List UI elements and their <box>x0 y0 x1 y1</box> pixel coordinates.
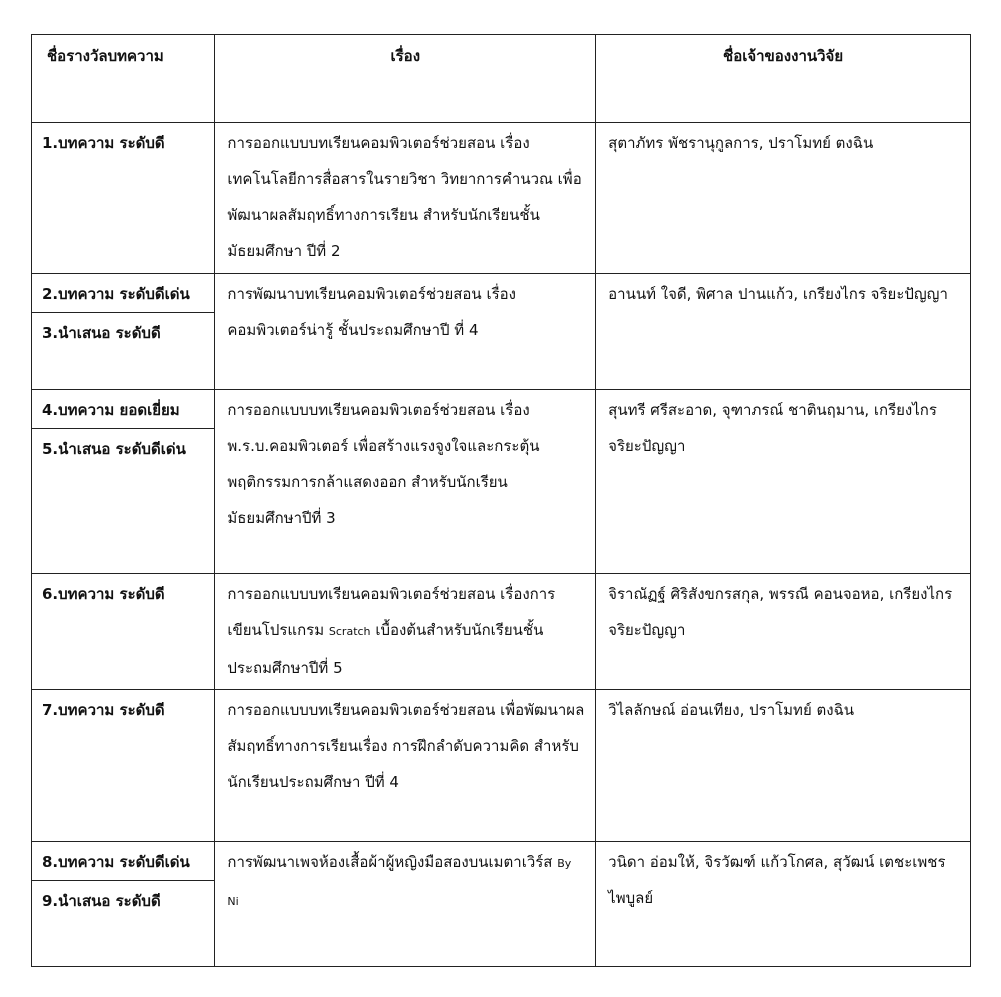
research-title: การพัฒนาบทเรียนคอมพิวเตอร์ช่วยสอน เรื่องคอมพิวเตอร์น่ารู้ ชั้นประถมศึกษาปี ที่ 4 <box>227 285 516 339</box>
research-authors: สุนทรี ศรีสะอาด, จุฑาภรณ์ ชาตินฤมาน, เกรียงไกร จริยะปัญญา <box>608 401 937 455</box>
authors-cell <box>596 842 971 967</box>
research-authors: วิไลลักษณ์ อ่อนเทียง, ปราโมทย์ ตงฉิน <box>608 701 855 719</box>
authors-cell <box>596 690 971 842</box>
table-row <box>32 390 971 574</box>
title-cell <box>215 390 596 574</box>
award-cell <box>32 690 215 842</box>
research-title <box>215 574 595 686</box>
title-text: เบื้องต้นสำหรับนักเรียนชั้นประถมศึกษาปีที่ 5 <box>227 621 544 677</box>
award-cell <box>32 574 215 690</box>
award-label: 2.บทความ ระดับดีเด่น <box>42 285 190 303</box>
table-row <box>32 123 971 274</box>
award-cell <box>32 842 215 967</box>
award-label: 4.บทความ ยอดเยี่ยม <box>42 401 180 419</box>
authors-cell <box>596 390 971 574</box>
award-label: 1.บทความ ระดับดี <box>42 134 165 152</box>
award-cell <box>32 390 215 574</box>
research-title: การออกแบบบทเรียนคอมพิวเตอร์ช่วยสอน เรื่องเทคโนโลยีการสื่อสารในรายวิชา วิทยาการคำนวณ เพื่อพัฒนาผลสัมฤทธิ์ทางการเรียน สำหรับนักเรียนชั้นมัธยมศึกษา ปีที่ 2 <box>227 134 582 260</box>
research-authors: อานนท์ ใจดี, พิศาล ปานแก้ว, เกรียงไกร จริยะปัญญา <box>608 285 948 303</box>
title-software-name: Scratch <box>328 625 371 638</box>
award-label: 3.นำเสนอ ระดับดี <box>32 312 214 351</box>
title-text: การพัฒนาเพจห้องเสื้อผ้าผู้หญิงมือสองบนเมตาเวิร์ส <box>227 853 558 871</box>
header-row <box>32 35 971 123</box>
authors-cell <box>596 574 971 690</box>
research-authors: วนิดา อ่อมให้, จิรวัฒฑ์ แก้วโกศล, สุวัฒน์ เตชะเพชรไพบูลย์ <box>608 853 946 907</box>
authors-cell <box>596 274 971 390</box>
table-row <box>32 274 971 390</box>
table-row <box>32 842 971 967</box>
research-authors: สุตาภัทร พัชรานุกูลการ, ปราโมทย์ ตงฉิน <box>608 134 874 152</box>
awards-table <box>31 34 971 967</box>
research-title: การออกแบบบทเรียนคอมพิวเตอร์ช่วยสอน เรื่อง พ.ร.บ.คอมพิวเตอร์ เพื่อสร้างแรงจูงใจและกระตุ้นพฤติกรรมการกล้าแสดงออก สำหรับนักเรียน มัธยมศึกษาปีที่ 3 <box>227 401 540 527</box>
authors-cell <box>596 123 971 274</box>
title-cell <box>215 842 596 967</box>
award-label: 7.บทความ ระดับดี <box>42 701 165 719</box>
award-label: 8.บทความ ระดับดีเด่น <box>42 853 190 871</box>
award-label: 5.นำเสนอ ระดับดีเด่น <box>32 428 214 467</box>
header-title: เรื่อง <box>215 35 596 123</box>
research-title <box>215 842 595 920</box>
award-label: 6.บทความ ระดับดี <box>42 585 165 603</box>
award-cell <box>32 123 215 274</box>
title-cell <box>215 574 596 690</box>
research-title: การออกแบบบทเรียนคอมพิวเตอร์ช่วยสอน เพื่อพัฒนาผลสัมฤทธิ์ทางการเรียนเรื่อง การฝึกลำดับความคิด สำหรับนักเรียนประถมศึกษา ปีที่ 4 <box>227 701 585 791</box>
title-text: การออกแบบบทเรียนคอมพิวเตอร์ช่วยสอน เรื่องการเขียนโปรแกรม <box>227 585 556 639</box>
title-suffix: By Ni <box>227 857 572 908</box>
title-cell <box>215 690 596 842</box>
header-researchers: ชื่อเจ้าของงานวิจัย <box>596 35 971 123</box>
award-label: 9.นำเสนอ ระดับดี <box>32 880 214 919</box>
title-cell <box>215 274 596 390</box>
table-row <box>32 690 971 842</box>
header-award-name: ชื่อรางวัลบทความ <box>32 35 215 123</box>
award-cell <box>32 274 215 390</box>
research-authors: จิราณัฏฐ์ ศิริสังขกรสกุล, พรรณี คอนจอหอ, เกรียงไกร จริยะปัญญา <box>608 585 953 639</box>
title-cell <box>215 123 596 274</box>
table-row <box>32 574 971 690</box>
